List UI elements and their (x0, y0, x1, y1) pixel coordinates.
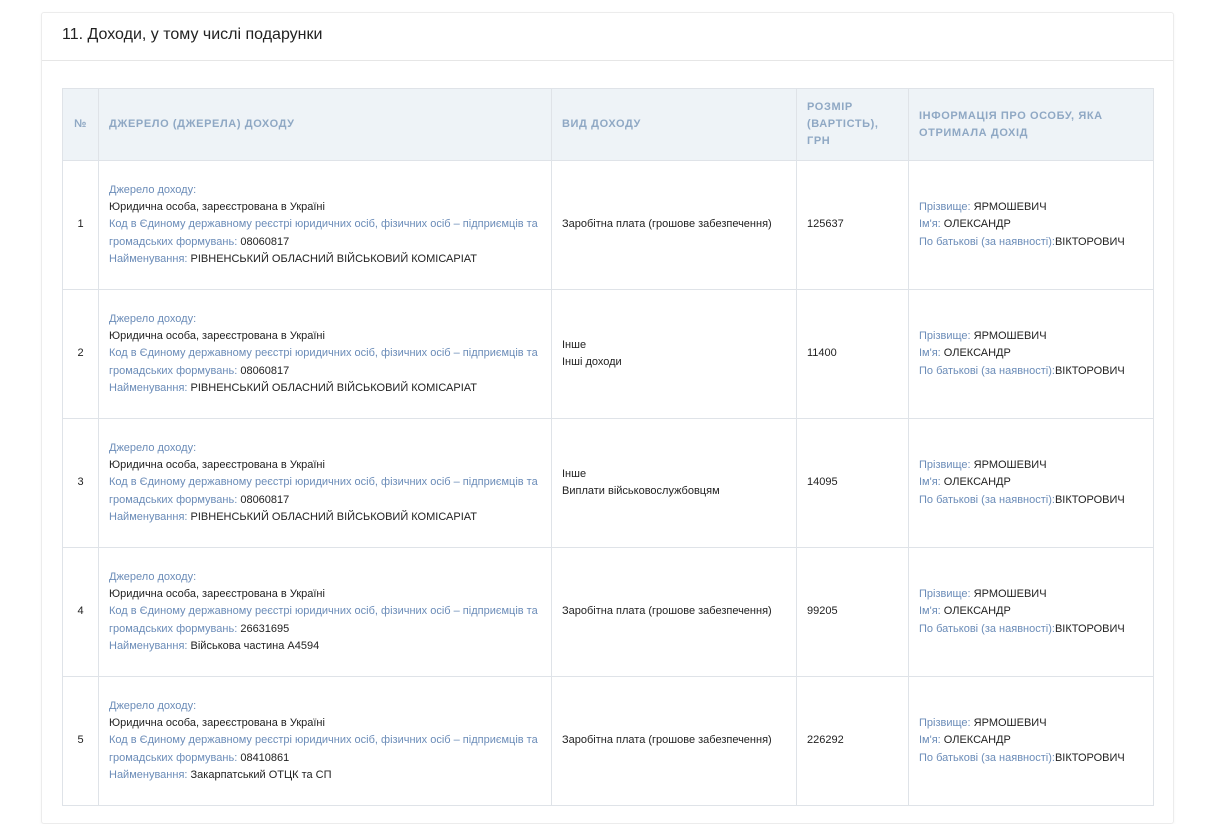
source-type: Юридична особа, зареєстрована в Україні (109, 717, 325, 730)
firstname-label: Ім'я: (919, 734, 941, 747)
patronymic-label: По батькові (за наявності): (919, 751, 1055, 764)
row-number: 5 (63, 677, 99, 806)
income-type: Заробітна плата (грошове забезпечення) (562, 218, 772, 231)
org-name: Закарпатський ОТЦК та СП (190, 768, 332, 781)
income-type: Інше (562, 338, 587, 351)
surname-label: Прізвище: (919, 201, 971, 214)
registry-code-label: Код в Єдиному державному реєстрі юридичних осіб, фізичних осіб – підприємців та громадських формувань: (109, 218, 538, 248)
source-label: Джерело доходу: (109, 699, 197, 712)
amount-cell: 226292 (797, 677, 909, 806)
surname-label: Прізвище: (919, 330, 971, 343)
patronymic: ВІКТОРОВИЧ (1054, 364, 1125, 377)
org-name: РІВНЕНСЬКИЙ ОБЛАСНИЙ ВІЙСЬКОВИЙ КОМІСАРІАТ (190, 381, 477, 394)
amount-cell: 11400 (797, 290, 909, 419)
registry-code: 08060817 (240, 364, 290, 377)
org-name-label: Найменування: (109, 510, 188, 523)
header-number: № (63, 89, 99, 161)
row-number: 4 (63, 548, 99, 677)
recipient-info-cell (909, 548, 1154, 677)
registry-code-label: Код в Єдиному державному реєстрі юридичних осіб, фізичних осіб – підприємців та громадських формувань: (109, 347, 538, 377)
recipient-info-cell (909, 677, 1154, 806)
recipient-info-cell (909, 419, 1154, 548)
recipient-info-cell (909, 161, 1154, 290)
table-header-row (63, 89, 1154, 161)
org-name-label: Найменування: (109, 768, 188, 781)
patronymic: ВІКТОРОВИЧ (1054, 235, 1125, 248)
patronymic: ВІКТОРОВИЧ (1054, 493, 1125, 506)
amount-cell: 125637 (797, 161, 909, 290)
recipient-info-cell (909, 290, 1154, 419)
amount-cell: 99205 (797, 548, 909, 677)
registry-code: 08060817 (240, 235, 290, 248)
registry-code-label: Код в Єдиному державному реєстрі юридичних осіб, фізичних осіб – підприємців та громадських формувань: (109, 734, 538, 764)
registry-code-label: Код в Єдиному державному реєстрі юридичних осіб, фізичних осіб – підприємців та громадських формувань: (109, 605, 538, 635)
patronymic: ВІКТОРОВИЧ (1054, 622, 1125, 635)
income-table (62, 88, 1154, 806)
source-type: Юридична особа, зареєстрована в Україні (109, 588, 325, 601)
table-row (63, 290, 1154, 419)
surname: ЯРМОШЕВИЧ (973, 201, 1047, 214)
source-label: Джерело доходу: (109, 183, 197, 196)
firstname-label: Ім'я: (919, 476, 941, 489)
income-type: Заробітна плата (грошове забезпечення) (562, 605, 772, 618)
source-type: Юридична особа, зареєстрована в Україні (109, 201, 325, 214)
table-row (63, 419, 1154, 548)
source-label: Джерело доходу: (109, 441, 197, 454)
income-type-cell (552, 677, 797, 806)
org-name: РІВНЕНСЬКИЙ ОБЛАСНИЙ ВІЙСЬКОВИЙ КОМІСАРІАТ (190, 510, 477, 523)
surname-label: Прізвище: (919, 459, 971, 472)
registry-code-label: Код в Єдиному державному реєстрі юридичних осіб, фізичних осіб – підприємців та громадських формувань: (109, 476, 538, 506)
surname: ЯРМОШЕВИЧ (973, 588, 1047, 601)
source-label: Джерело доходу: (109, 570, 197, 583)
org-name: Військова частина А4594 (190, 639, 320, 652)
registry-code: 08410861 (240, 751, 290, 764)
firstname-label: Ім'я: (919, 347, 941, 360)
section-header (42, 13, 1173, 61)
registry-code: 26631695 (240, 622, 290, 635)
income-source-cell (99, 677, 552, 806)
income-source-cell (99, 161, 552, 290)
row-number: 2 (63, 290, 99, 419)
patronymic-label: По батькові (за наявності): (919, 364, 1055, 377)
row-number: 3 (63, 419, 99, 548)
firstname: ОЛЕКСАНДР (943, 476, 1011, 489)
income-source-cell (99, 290, 552, 419)
org-name-label: Найменування: (109, 381, 188, 394)
income-source-cell (99, 419, 552, 548)
patronymic-label: По батькові (за наявності): (919, 622, 1055, 635)
income-type-cell (552, 548, 797, 677)
org-name-label: Найменування: (109, 252, 188, 265)
surname: ЯРМОШЕВИЧ (973, 717, 1047, 730)
firstname: ОЛЕКСАНДР (943, 605, 1011, 618)
header-recipient-info: ІНФОРМАЦІЯ ПРО ОСОБУ, ЯКА ОТРИМАЛА ДОХІД (909, 89, 1154, 161)
income-type: Заробітна плата (грошове забезпечення) (562, 734, 772, 747)
income-type-cell (552, 161, 797, 290)
income-type: Інше (562, 467, 587, 480)
income-section-card (41, 12, 1174, 824)
firstname-label: Ім'я: (919, 605, 941, 618)
firstname: ОЛЕКСАНДР (943, 734, 1011, 747)
table-row (63, 161, 1154, 290)
section-title: 11. Доходи, у тому числі подарунки (62, 25, 323, 43)
source-label: Джерело доходу: (109, 312, 197, 325)
income-source-cell (99, 548, 552, 677)
amount-cell: 14095 (797, 419, 909, 548)
firstname: ОЛЕКСАНДР (943, 218, 1011, 231)
income-subtype: Виплати військовослужбовцям (562, 485, 720, 497)
header-income-type: ВИД ДОХОДУ (552, 89, 797, 161)
source-type: Юридична особа, зареєстрована в Україні (109, 459, 325, 472)
table-row (63, 677, 1154, 806)
income-subtype: Інші доходи (562, 356, 622, 368)
surname-label: Прізвище: (919, 588, 971, 601)
header-amount: РОЗМІР (ВАРТІСТЬ), ГРН (797, 89, 909, 161)
org-name: РІВНЕНСЬКИЙ ОБЛАСНИЙ ВІЙСЬКОВИЙ КОМІСАРІАТ (190, 252, 477, 265)
patronymic-label: По батькові (за наявності): (919, 493, 1055, 506)
surname: ЯРМОШЕВИЧ (973, 330, 1047, 343)
org-name-label: Найменування: (109, 639, 188, 652)
income-type-cell (552, 419, 797, 548)
patronymic: ВІКТОРОВИЧ (1054, 751, 1125, 764)
surname: ЯРМОШЕВИЧ (973, 459, 1047, 472)
row-number: 1 (63, 161, 99, 290)
header-source: ДЖЕРЕЛО (ДЖЕРЕЛА) ДОХОДУ (99, 89, 552, 161)
source-type: Юридична особа, зареєстрована в Україні (109, 330, 325, 343)
surname-label: Прізвище: (919, 717, 971, 730)
firstname-label: Ім'я: (919, 218, 941, 231)
income-type-cell (552, 290, 797, 419)
table-row (63, 548, 1154, 677)
firstname: ОЛЕКСАНДР (943, 347, 1011, 360)
registry-code: 08060817 (240, 493, 290, 506)
patronymic-label: По батькові (за наявності): (919, 235, 1055, 248)
